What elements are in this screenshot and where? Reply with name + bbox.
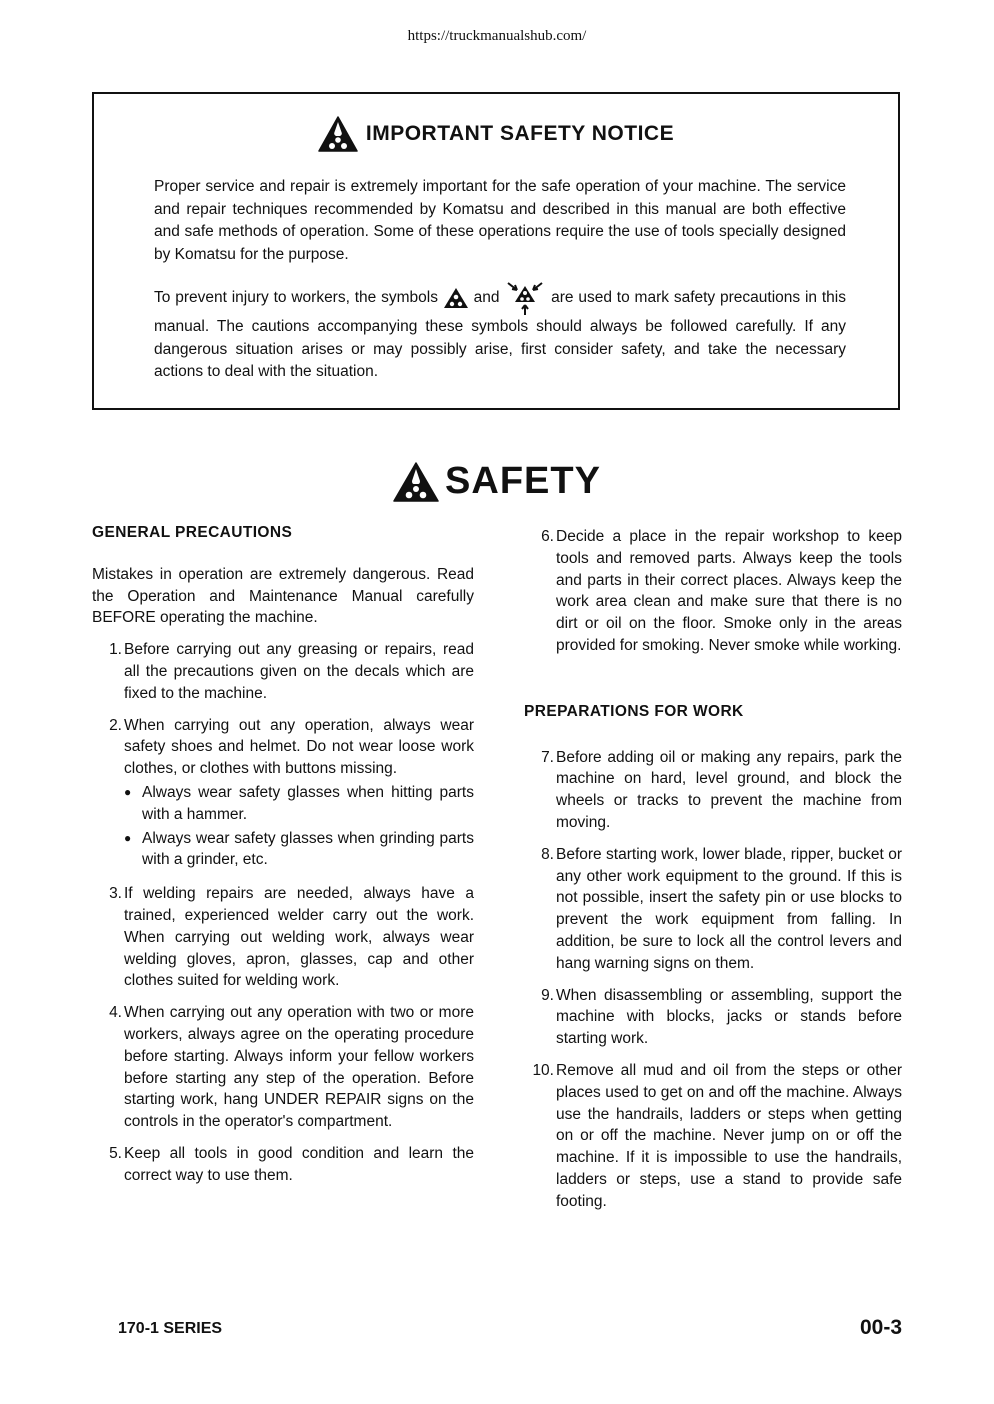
item-text: When carrying out any operation with two or more workers, always agree on the operating procedure before starting. Always inform your fellow workers before starting any step of the operation. Before starting work, hang UNDER REPAIR signs on the controls in the operator's compartment. xyxy=(124,1004,474,1131)
notice-paragraph-2-part1: To prevent injury to workers, the symbols xyxy=(154,289,438,307)
bullet-item xyxy=(124,782,474,826)
item-content xyxy=(124,715,474,874)
safety-title xyxy=(0,460,994,503)
item-number: 4. xyxy=(109,1004,122,1022)
warning-symbol-icon xyxy=(443,287,469,309)
item-text: Before starting work, lower blade, ripper, bucket or any other work equipment to the ground. If this is not possible, insert the safety pin or use blocks to prevent the work equipment from falling. In addition, be sure to lock all the control levers and hang warning signs on them. xyxy=(556,845,902,972)
item-number: 6. xyxy=(541,528,554,545)
bullet-icon: ● xyxy=(124,784,132,799)
notice-and: and xyxy=(473,289,500,307)
list-item xyxy=(524,747,902,834)
item-text: Keep all tools in good condition and learn the correct way to use them. xyxy=(124,1144,474,1184)
item-text: Decide a place in the repair workshop to keep tools and removed parts. Always keep the tools and parts in their correct places. Always keep the work area clean and make sure that there is no dirt or oil on the floor. Smoke only in the areas provided for smoking. Never smoke while working. xyxy=(556,528,902,654)
notice-paragraph-2-part2: are used to mark safety precautions in this manual. The cautions accompanying these symbols should always be followed carefully. If any dangerous situation arises or may possibly arise, first consider safety, and take the necessary actions to deal with the situation. xyxy=(154,289,846,380)
caution-symbol-icon xyxy=(504,280,546,316)
bullet-list xyxy=(124,782,474,871)
list-item xyxy=(524,1060,902,1213)
notice-title xyxy=(94,116,898,152)
source-url: https://truckmanualshub.com/ xyxy=(407,28,587,44)
notice-title-text: IMPORTANT SAFETY NOTICE xyxy=(365,122,675,145)
item-number: 10. xyxy=(532,1061,554,1079)
warning-triangle-icon xyxy=(318,116,358,152)
warning-triangle-icon xyxy=(393,462,439,502)
page-number: 00-3 xyxy=(859,1316,902,1339)
general-precautions-heading: GENERAL PRECAUTIONS xyxy=(92,524,293,541)
right-column xyxy=(524,526,902,1223)
notice-body xyxy=(154,176,846,384)
bullet-text: Always wear safety glasses when hitting parts with a hammer. xyxy=(142,783,474,823)
general-intro: Mistakes in operation are extremely dangerous. Read the Operation and Maintenance Manual carefully BEFORE operating the machine. xyxy=(92,565,474,627)
list-item xyxy=(92,883,474,992)
left-column xyxy=(92,522,474,1197)
notice-paragraph-1: Proper service and repair is extremely important for the safe operation of your machine. The service and repair techniques recommended by Komatsu and described in this manual are both effective and safe methods of operation. Some of these operations require the use of tools specially designed by Komatsu for the purpose. xyxy=(154,178,846,263)
safety-notice-box xyxy=(92,92,900,410)
item-text: When disassembling or assembling, support the machine with blocks, jacks or stands before starting work. xyxy=(556,986,902,1048)
notice-paragraph-2 xyxy=(154,280,846,384)
bullet-icon: ● xyxy=(124,830,132,845)
bullet-text: Always wear safety glasses when grinding parts with a grinder, etc. xyxy=(142,829,474,869)
item-number: 3. xyxy=(109,885,122,903)
list-item xyxy=(524,526,902,657)
list-item xyxy=(92,1143,474,1187)
item-text: Remove all mud and oil from the steps or other places used to get on and off the machine. Always use the handrails, ladders or steps when getting on or off the machine. Never jump on or off the machine. If it is impossible to use the handrails, ladders or steps, use a stand to provide safe footing. xyxy=(556,1061,902,1210)
list-item xyxy=(524,985,902,1050)
item-number: 2. xyxy=(109,716,122,734)
list-item xyxy=(92,715,474,874)
list-item xyxy=(524,844,902,975)
list-item xyxy=(92,1002,474,1133)
item-number: 7. xyxy=(541,748,554,766)
item-text: Before carrying out any greasing or repairs, read all the precautions given on the decals which are fixed to the machine. xyxy=(124,641,474,702)
preparations-heading: PREPARATIONS FOR WORK xyxy=(524,702,744,720)
item-number: 5. xyxy=(109,1144,122,1162)
item-text: Before adding oil or making any repairs, park the machine on hard, level ground, and block the wheels or tracks to prevent the machine from moving. xyxy=(556,748,902,831)
bullet-item xyxy=(124,828,474,872)
item-text: If welding repairs are needed, always have a trained, experienced welder carry out the work. When carrying out welding work, always wear welding gloves, apron, glasses, cap and other clothes suited for welding work. xyxy=(124,885,474,990)
series-label: 170-1 SERIES xyxy=(118,1320,223,1337)
item-number: 9. xyxy=(541,986,554,1004)
safety-title-text: SAFETY xyxy=(445,460,601,502)
item-text: When carrying out any operation, always wear safety shoes and helmet. Do not wear loose work clothes, or clothes with buttons missing. xyxy=(124,716,474,778)
list-item xyxy=(92,639,474,704)
item-number: 1. xyxy=(109,641,122,659)
item-number: 8. xyxy=(541,845,554,863)
